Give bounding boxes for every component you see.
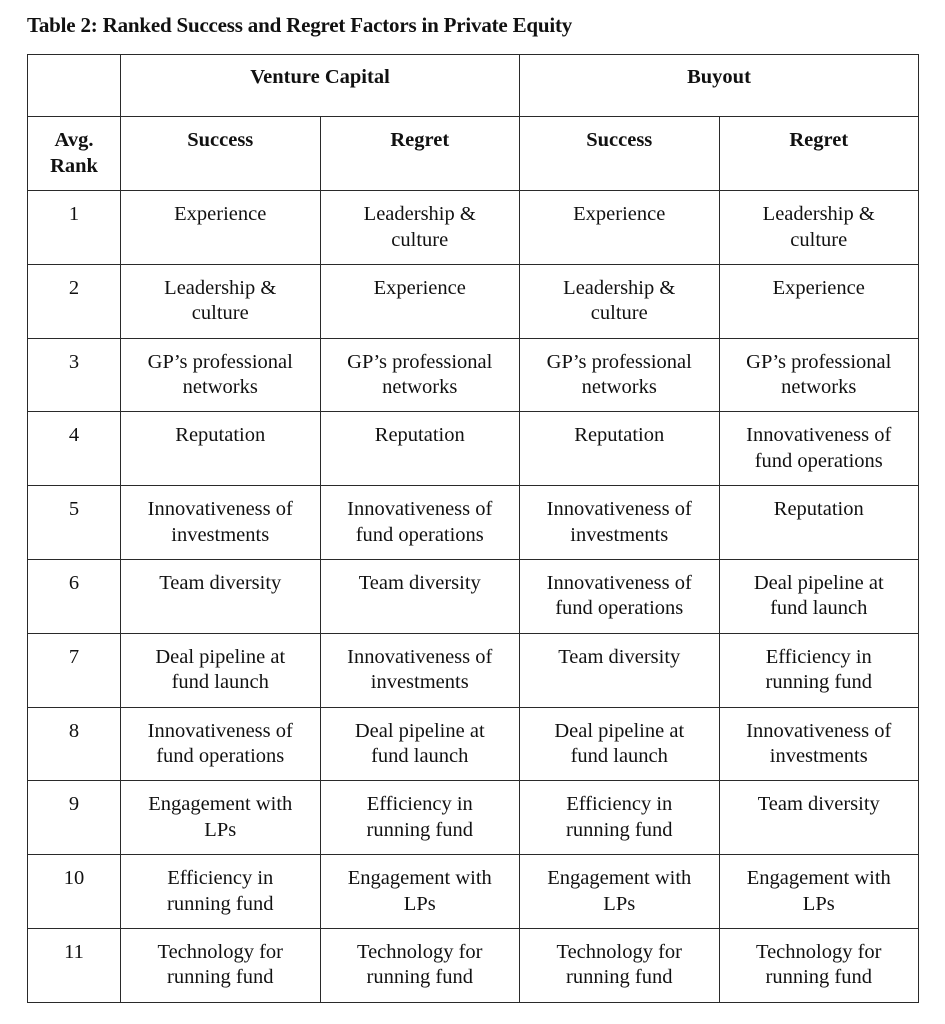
bo-regret-cell: GP’s professional networks — [719, 338, 919, 412]
vc-regret-cell: Engagement with LPs — [320, 855, 520, 929]
bo-regret-cell: Innovativeness of investments — [719, 707, 919, 781]
rank-cell: 6 — [28, 559, 121, 633]
header-bo-success: Success — [520, 117, 720, 191]
rank-cell: 10 — [28, 855, 121, 929]
vc-regret-cell: Experience — [320, 264, 520, 338]
bo-regret-cell: Deal pipeline at fund launch — [719, 559, 919, 633]
vc-success-cell: Team diversity — [121, 559, 321, 633]
rank-cell: 8 — [28, 707, 121, 781]
rank-cell: 4 — [28, 412, 121, 486]
vc-regret-cell: Deal pipeline at fund launch — [320, 707, 520, 781]
table-row — [28, 633, 919, 707]
table-caption: Table 2: Ranked Success and Regret Factors in Private Equity — [27, 13, 573, 37]
header-avg-rank — [28, 117, 121, 191]
vc-regret-cell: Technology for running fund — [320, 928, 520, 1002]
rank-cell: 11 — [28, 928, 121, 1002]
table-row — [28, 264, 919, 338]
vc-success-cell: Engagement with LPs — [121, 781, 321, 855]
group-header-empty — [28, 55, 121, 117]
bo-regret-cell: Leadership & culture — [719, 191, 919, 265]
rank-cell: 7 — [28, 633, 121, 707]
vc-regret-cell: Innovativeness of investments — [320, 633, 520, 707]
bo-success-cell: Efficiency in running fund — [520, 781, 720, 855]
rank-cell: 3 — [28, 338, 121, 412]
bo-success-cell: Technology for running fund — [520, 928, 720, 1002]
header-bo-regret: Regret — [719, 117, 919, 191]
group-header-venture-capital: Venture Capital — [121, 55, 520, 117]
sub-header-row — [28, 117, 919, 191]
vc-success-cell: Experience — [121, 191, 321, 265]
rank-cell: 2 — [28, 264, 121, 338]
bo-success-cell: Innovativeness of fund operations — [520, 559, 720, 633]
vc-regret-cell: Innovativeness of fund operations — [320, 486, 520, 560]
vc-success-cell: GP’s professional networks — [121, 338, 321, 412]
vc-regret-cell: Team diversity — [320, 559, 520, 633]
ranked-factors-table — [27, 54, 919, 1003]
vc-regret-cell: Leadership & culture — [320, 191, 520, 265]
table-row — [28, 559, 919, 633]
bo-regret-cell: Team diversity — [719, 781, 919, 855]
table-row — [28, 191, 919, 265]
vc-success-cell: Reputation — [121, 412, 321, 486]
table-row — [28, 707, 919, 781]
vc-regret-cell: Efficiency in running fund — [320, 781, 520, 855]
bo-success-cell: Leadership & culture — [520, 264, 720, 338]
bo-success-cell: Engagement with LPs — [520, 855, 720, 929]
group-header-buyout: Buyout — [520, 55, 919, 117]
rank-cell: 1 — [28, 191, 121, 265]
bo-regret-cell: Technology for running fund — [719, 928, 919, 1002]
vc-success-cell: Leadership & culture — [121, 264, 321, 338]
vc-success-cell: Innovativeness of investments — [121, 486, 321, 560]
header-vc-success: Success — [121, 117, 321, 191]
bo-regret-cell: Innovativeness of fund operations — [719, 412, 919, 486]
table-body — [28, 191, 919, 1003]
avg-rank-label: Avg. Rank — [50, 129, 98, 177]
table-row — [28, 486, 919, 560]
bo-success-cell: GP’s professional networks — [520, 338, 720, 412]
bo-success-cell: Innovativeness of investments — [520, 486, 720, 560]
bo-regret-cell: Efficiency in running fund — [719, 633, 919, 707]
vc-success-cell: Efficiency in running fund — [121, 855, 321, 929]
vc-success-cell: Deal pipeline at fund launch — [121, 633, 321, 707]
vc-regret-cell: Reputation — [320, 412, 520, 486]
bo-success-cell: Experience — [520, 191, 720, 265]
table-row — [28, 928, 919, 1002]
table-row — [28, 855, 919, 929]
table-row — [28, 412, 919, 486]
bo-success-cell: Team diversity — [520, 633, 720, 707]
group-header-row — [28, 55, 919, 117]
bo-regret-cell: Reputation — [719, 486, 919, 560]
vc-success-cell: Innovativeness of fund operations — [121, 707, 321, 781]
vc-regret-cell: GP’s professional networks — [320, 338, 520, 412]
rank-cell: 9 — [28, 781, 121, 855]
table-row — [28, 781, 919, 855]
header-vc-regret: Regret — [320, 117, 520, 191]
rank-cell: 5 — [28, 486, 121, 560]
bo-regret-cell: Experience — [719, 264, 919, 338]
bo-success-cell: Reputation — [520, 412, 720, 486]
bo-regret-cell: Engagement with LPs — [719, 855, 919, 929]
table-row — [28, 338, 919, 412]
bo-success-cell: Deal pipeline at fund launch — [520, 707, 720, 781]
vc-success-cell: Technology for running fund — [121, 928, 321, 1002]
